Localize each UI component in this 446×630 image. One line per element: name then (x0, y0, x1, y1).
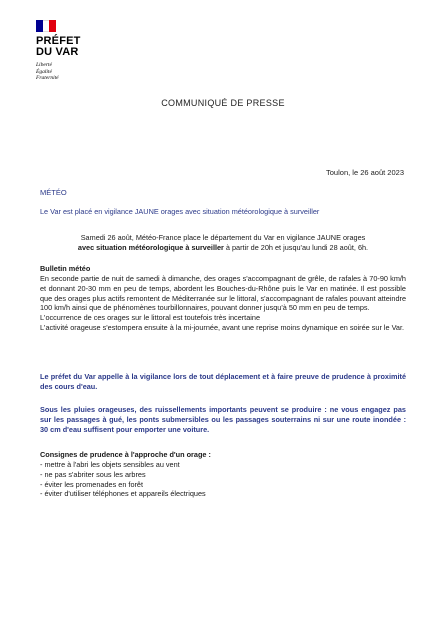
consignes-list (40, 460, 406, 499)
list-item: - éviter d'utiliser téléphones et appareils électriques (40, 489, 206, 499)
bulletin-line-2: L'occurrence de ces orages sur le littoral est toutefois très incertaine (40, 313, 261, 323)
logo-line-2: DU VAR (36, 46, 79, 58)
release-subtitle: Le Var est placé en vigilance JAUNE orages avec situation météorologique à surveiller (40, 207, 320, 216)
category-label: MÉTÉO (40, 188, 67, 197)
list-item: - éviter les promenades en forêt (40, 479, 144, 489)
republic-motto (36, 62, 126, 82)
intro-paragraph (40, 233, 406, 253)
bulletin-text: En seconde partie de nuit de samedi à dimanche, des orages s'accompagnant de grêle, de rafales à 70-90 km/h et donnant 20-30 mm en peu de temps, abordent les Bouches-du-Rhône puis le Var en matinée. Il est possible que des orages plus actifs remontent de Méditerranée sur le littoral, s'accompagnant de rafales pouvant atteindre 100 km/h ainsi que de phénomènes tourbillonnaires, pouvant donner jusqu'à 50 mm en peu de temps. (40, 274, 406, 313)
motto-egalite: Égalité (36, 68, 52, 75)
press-release-header: COMMUNIQUÉ DE PRESSE (161, 98, 285, 108)
motto-fraternite: Fraternité (36, 75, 59, 81)
warning-paragraph-2: Sous les pluies orageuses, des ruissellements importants peuvent se produire : ne vous engagez pas sur les passages à gué, les ponts submersibles ou les passages souterrains ni sur une route inondée : 30 cm d'eau suffisent pour emporter une voiture. (40, 405, 406, 434)
logo-line-1: PRÉFET (36, 35, 81, 47)
consignes-heading: Consignes de prudence à l'approche d'un orage : (40, 450, 211, 459)
warning-paragraph-1: Le préfet du Var appelle à la vigilance lors de tout déplacement et à faire preuve de prudence à proximité des cours d'eau. (40, 372, 406, 391)
intro-bold: avec situation météorologique à surveiller (77, 242, 224, 252)
intro-line-1: Samedi 26 août, Météo-France place le département du Var en vigilance JAUNE orages (80, 233, 366, 242)
bulletin-body (40, 274, 406, 333)
bulletin-line-3: L'activité orageuse s'estompera ensuite à la mi-journée, avant une reprise moins dynamique en soirée sur le Var. (40, 322, 405, 332)
release-date: Toulon, le 26 août 2023 (326, 168, 404, 177)
motto-liberte: Liberté (36, 62, 52, 68)
prefecture-logo (36, 20, 126, 82)
bulletin-heading: Bulletin météo (40, 264, 91, 273)
list-item: - ne pas s'abriter sous les arbres (40, 469, 146, 479)
intro-rest: à partir de 20h et jusqu'au lundi 28 août, 6h. (223, 242, 369, 252)
list-item: - mettre à l'abri les objets sensibles au vent (40, 460, 180, 469)
